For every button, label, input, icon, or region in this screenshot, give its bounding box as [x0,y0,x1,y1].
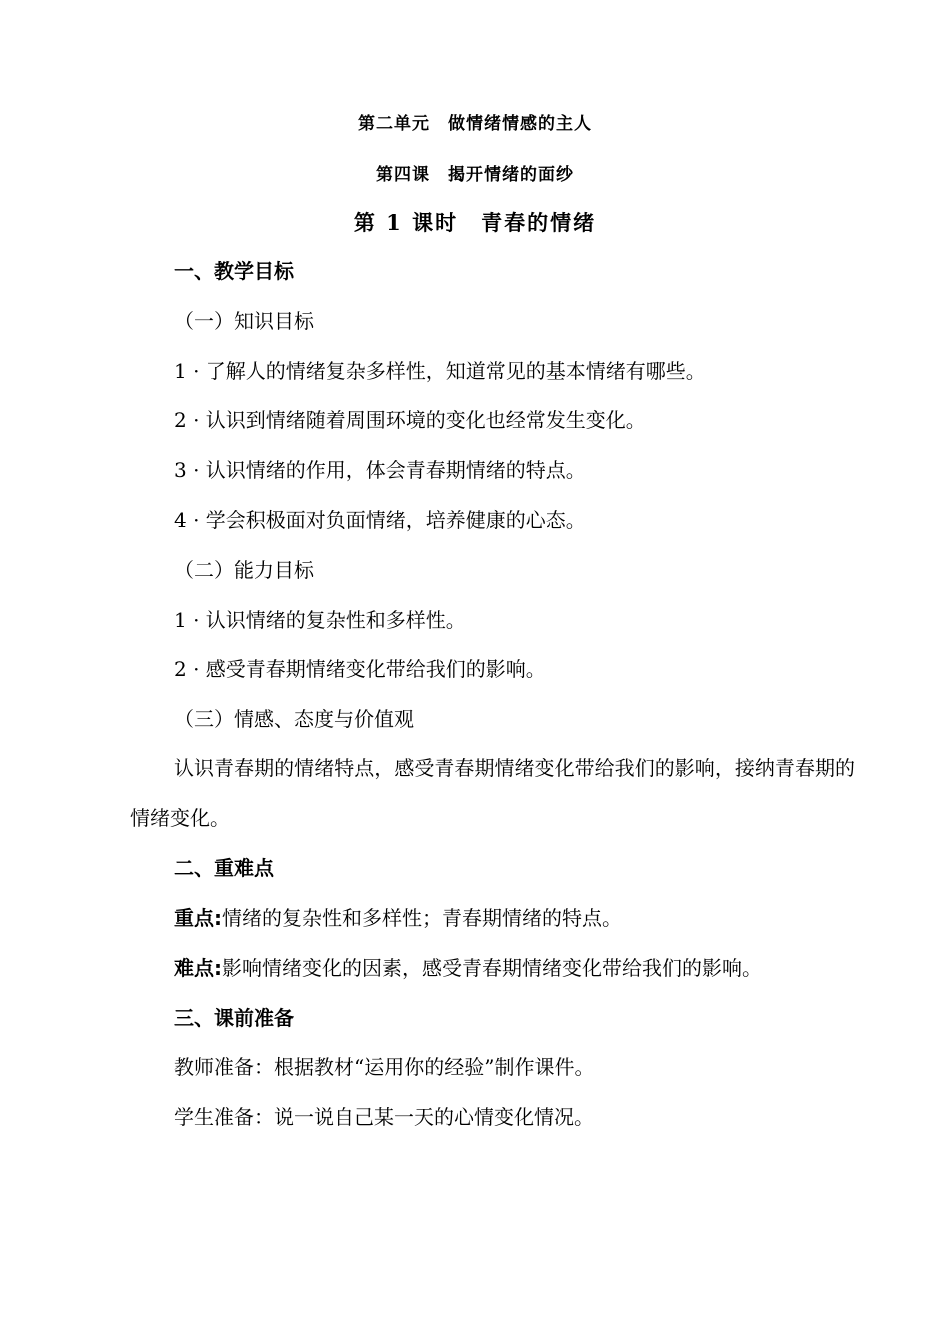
key-point-label: 重点: [174,906,222,930]
knowledge-item-3: 3 · 认识情绪的作用，体会青春期情绪的特点。 [174,458,586,482]
section-heading-preparation: 三、课前准备 [174,1006,294,1030]
difficult-point-text: 影响情绪变化的因素，感受青春期情绪变化带给我们的影响。 [222,956,762,980]
teacher-preparation: 教师准备：根据教材“运用你的经验”制作课件。 [174,1055,595,1079]
knowledge-item-1: 1 · 了解人的情绪复杂多样性，知道常见的基本情绪有哪些。 [174,359,706,383]
emotion-paragraph: 认识青春期的情绪特点，感受青春期情绪变化带给我们的影响，接纳青春期的情绪变化。 [130,756,855,830]
subheading-ability: （二）能力目标 [174,558,314,582]
section-heading-objectives: 一、教学目标 [174,259,294,283]
knowledge-item-2: 2 · 认识到情绪随着周围环境的变化也经常发生变化。 [174,408,646,432]
unit-title: 第二单元 做情绪情感的主人 [358,114,592,134]
ability-item-1: 1 · 认识情绪的复杂性和多样性。 [174,608,466,632]
difficult-point-line [174,955,762,981]
difficult-point-label: 难点: [174,956,222,980]
knowledge-item-4: 4 · 学会积极面对负面情绪，培养健康的心态。 [174,508,586,532]
subheading-knowledge: （一）知识目标 [174,309,314,333]
student-preparation: 学生准备：说一说自己某一天的心情变化情况。 [174,1105,594,1129]
key-point-line [174,905,622,931]
key-point-text: 情绪的复杂性和多样性；青春期情绪的特点。 [222,906,622,930]
ability-item-2: 2 · 感受青春期情绪变化带给我们的影响。 [174,657,546,681]
section-heading-key-points: 二、重难点 [174,856,274,880]
period-title: 第 1 课时 青春的情绪 [353,210,597,235]
subheading-emotion: （三）情感、态度与价值观 [174,707,414,731]
lesson-title: 第四课 揭开情绪的面纱 [376,165,574,185]
